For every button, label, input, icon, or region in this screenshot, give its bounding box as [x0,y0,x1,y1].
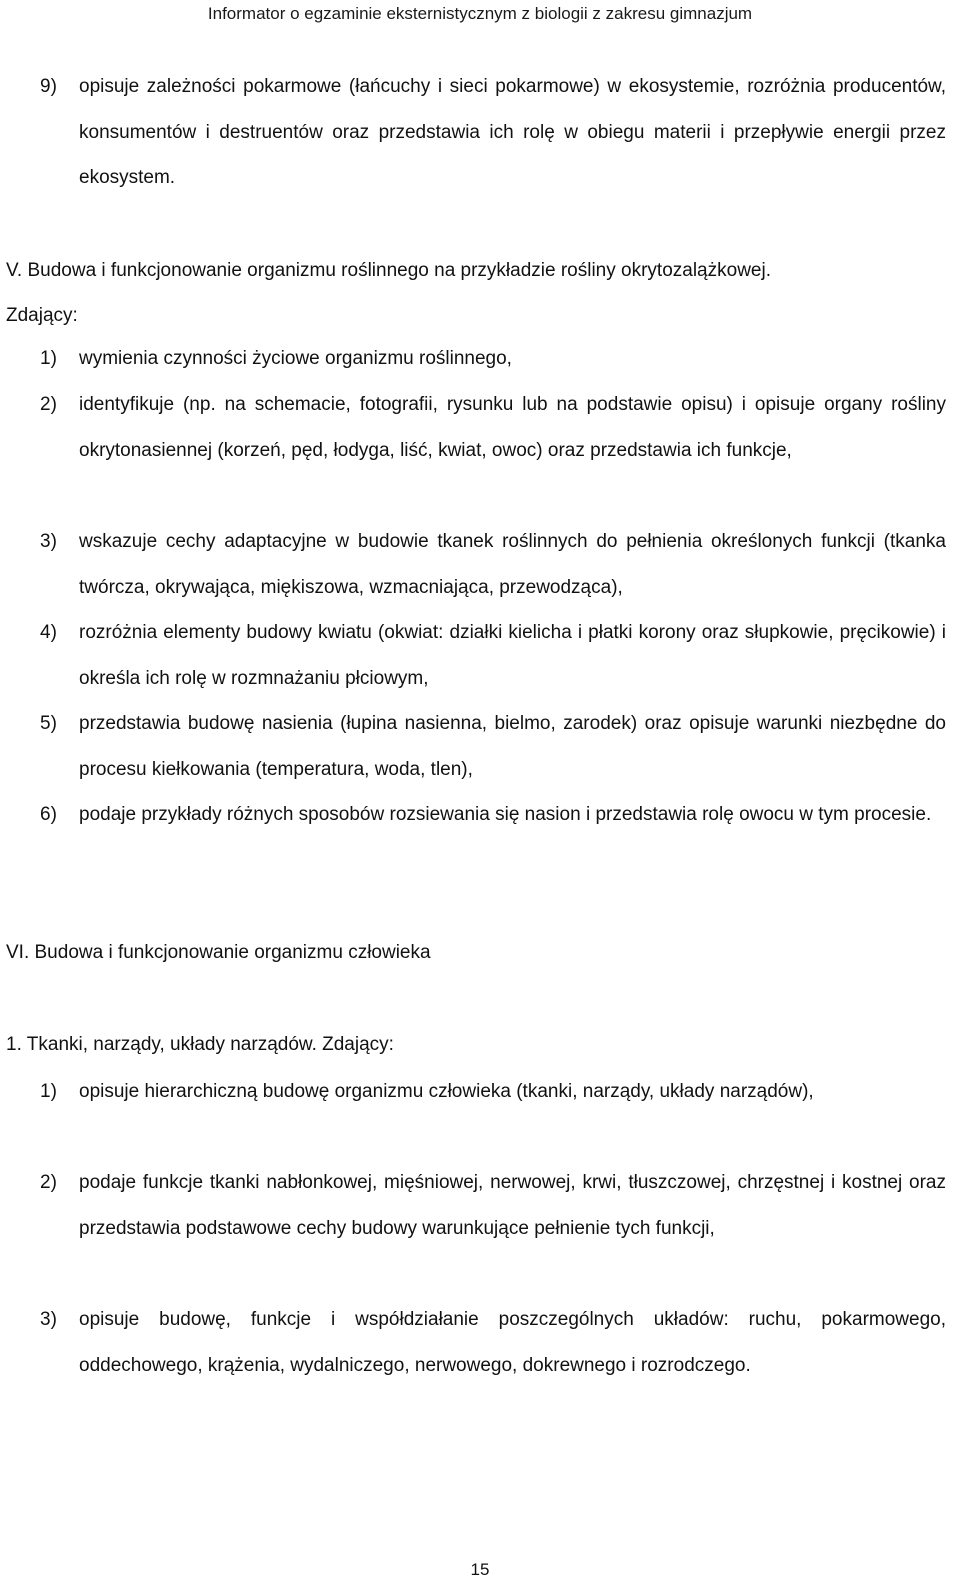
page-number: 15 [470,1560,490,1579]
section-vi-heading: VI. Budowa i funkcjonowanie organizmu człowieka [6,942,431,963]
running-header: Informator o egzaminie eksternistycznym z biologii z zakresu gimnazjum [207,4,753,23]
item-text: przedstawia budowę nasienia (łupina nasienna, bielmo, zarodek) oraz opisuje warunki niezbędne do procesu kiełkowania (temperatura, woda, tlen), [79,713,946,780]
item-number: 1) [40,1081,57,1102]
section-v-intro: Zdający: [6,305,78,326]
list-item [40,701,946,792]
item-text: opisuje hierarchiczną budowę organizmu człowieka (tkanki, narządy, układy narządów), [79,1081,814,1102]
item-text: identyfikuje (np. na schemacie, fotografii, rysunku lub na podstawie opisu) i opisuje organy rośliny okrytonasiennej (korzeń, pęd, łodyga, liść, kwiat, owoc) oraz przedstawia ich funkcje, [79,394,946,461]
list-item [40,792,946,838]
list-item [40,382,946,473]
list-item [40,64,946,201]
list-item [40,336,946,382]
item-text: opisuje zależności pokarmowe (łańcuchy i sieci pokarmowe) w ekosystemie, rozróżnia producentów, konsumentów i destruentów oraz przedstawia ich rolę w obiegu materii i przepływie energii przez ekosystem. [79,76,946,188]
item-number: 5) [40,713,57,734]
item-number: 6) [40,804,57,825]
item-text: rozróżnia elementy budowy kwiatu (okwiat: działki kielicha i płatki korony oraz słupkowie, pręcikowie) i określa ich rolę w rozmnażaniu płciowym, [79,622,946,689]
item-text: podaje funkcje tkanki nabłonkowej, mięśniowej, nerwowej, krwi, tłuszczowej, chrzęstnej i kostnej oraz przedstawia podstawowe cechy budowy warunkujące pełnienie tych funkcji, [79,1172,946,1239]
item-text: opisuje budowę, funkcje i współdziałanie poszczególnych układów: ruchu, pokarmowego, oddechowego, krążenia, wydalniczego, nerwowego, dokrewnego i rozrodczego. [79,1309,946,1376]
section-vi-subheading: 1. Tkanki, narządy, układy narządów. Zdający: [6,1034,394,1055]
list-item [40,519,946,610]
item-number: 3) [40,1309,57,1330]
item-number: 4) [40,622,57,643]
item-number: 9) [40,76,57,97]
item-number: 2) [40,1172,57,1193]
list-item [40,1297,946,1388]
item-text: wymienia czynności życiowe organizmu roślinnego, [79,348,512,369]
item-number: 3) [40,531,57,552]
section-v-heading: V. Budowa i funkcjonowanie organizmu roślinnego na przykładzie rośliny okrytozalążkowej. [6,260,771,281]
list-item [40,1160,946,1251]
item-text: wskazuje cechy adaptacyjne w budowie tkanek roślinnych do pełnienia określonych funkcji (tkanka twórcza, okrywająca, miękiszowa, wzmacniająca, przewodząca), [79,531,946,598]
item-text: podaje przykłady różnych sposobów rozsiewania się nasion i przedstawia rolę owocu w tym procesie. [79,804,932,825]
list-item [40,610,946,701]
item-number: 1) [40,348,57,369]
list-item [40,1069,946,1115]
item-number: 2) [40,394,57,415]
